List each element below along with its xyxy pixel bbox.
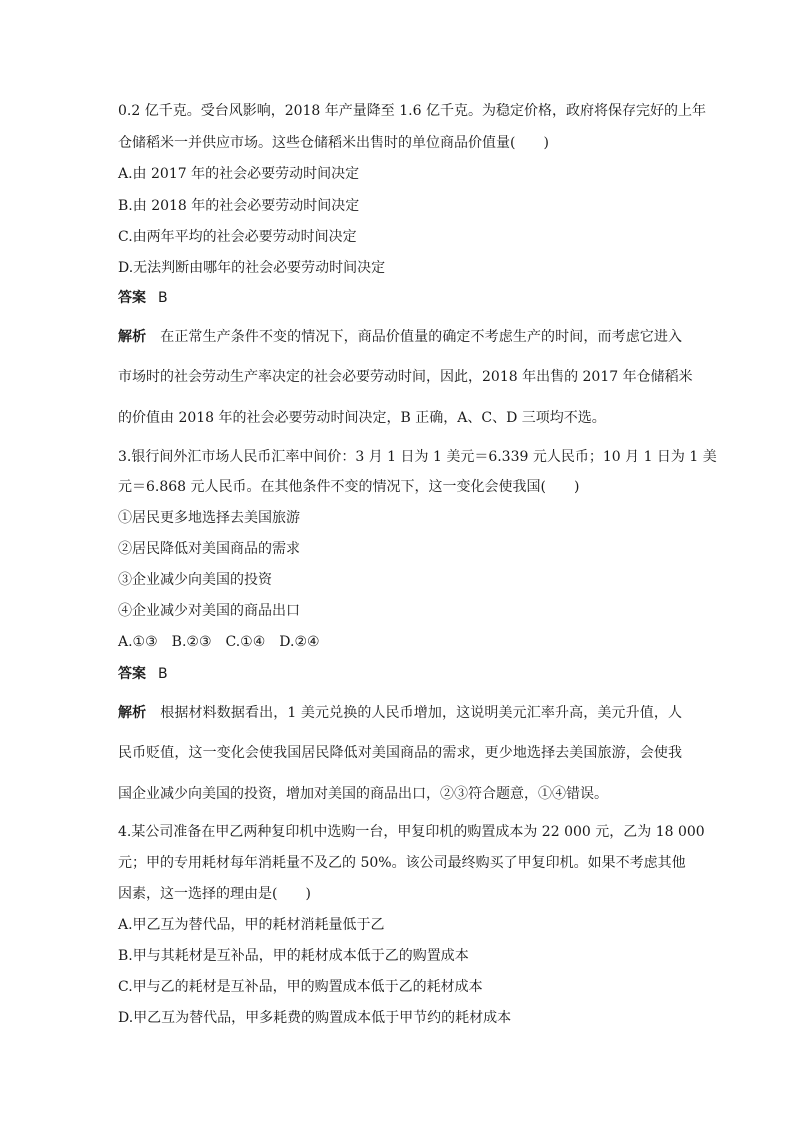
q4-stem-line-2: 元；甲的专用耗材每年消耗量不及乙的 50%。该公司最终购买了甲复印机。如果不考虑其他	[118, 855, 686, 871]
answer-value: B	[158, 290, 168, 306]
q4-option-d: D.甲乙互为替代品，甲多耗费的购置成本低于甲节约的耗材成本	[118, 1010, 512, 1026]
q3-analysis-line-3: 国企业减少向美国的投资，增加对美国的商品出口，②③符合题意，①④错误。	[118, 786, 608, 802]
q3-stem-line-2: 元＝6.868 元人民币。在其他条件不变的情况下，这一变化会使我国( )	[118, 479, 580, 495]
q4-option-b: B.甲与其耗材是互补品，甲的耗材成本低于乙的购置成本	[118, 948, 469, 964]
q3-item-2: ②居民降低对美国商品的需求	[118, 541, 300, 557]
answer-label: 答案	[118, 290, 146, 306]
q4-stem-line-1: 4.某公司准备在甲乙两种复印机中选购一台，甲复印机的购置成本为 22 000 元，乙为 18 000	[118, 824, 705, 840]
q2-option-c: C.由两年平均的社会必要劳动时间决定	[118, 229, 357, 245]
q2-analysis-line-3: 的价值由 2018 年的社会必要劳动时间决定，B 正确，A、C、D 三项均不选。	[118, 410, 606, 426]
q3-item-1: ①居民更多地选择去美国旅游	[118, 510, 300, 526]
q3-analysis-line-2: 民币贬值，这一变化会使我国居民降低对美国商品的需求，更少地选择去美国旅游，会使我	[118, 745, 682, 761]
q2-stem-line-1: 0.2 亿千克。受台风影响，2018 年产量降至 1.6 亿千克。为稳定价格，政府将保存完好的上年	[118, 103, 706, 119]
answer-value: B	[158, 666, 168, 682]
q2-analysis-line-2: 市场时的社会劳动生产率决定的社会必要劳动时间，因此，2018 年出售的 2017 年仓储稻米	[118, 369, 693, 385]
q2-answer	[118, 288, 682, 308]
q3-options: A.①③ B.②③ C.①④ D.②④	[118, 634, 320, 650]
q4-option-c: C.甲与乙的耗材是互补品，甲的购置成本低于乙的耗材成本	[118, 979, 483, 995]
analysis-label: 解析	[118, 329, 147, 345]
answer-label: 答案	[118, 666, 146, 682]
analysis-text: 根据材料数据看出，1 美元兑换的人民币增加，这说明美元汇率升高，美元升值，人	[160, 705, 683, 721]
analysis-label: 解析	[118, 705, 147, 721]
q4-stem-line-3: 因素，这一选择的理由是( )	[118, 886, 311, 902]
q2-option-a: A.由 2017 年的社会必要劳动时间决定	[118, 166, 360, 182]
q3-item-3: ③企业减少向美国的投资	[118, 572, 272, 588]
analysis-text: 在正常生产条件不变的情况下，商品价值量的确定不考虑生产的时间，而考虑它进入	[160, 329, 683, 345]
q2-stem-line-2: 仓储稻米一并供应市场。这些仓储稻米出售时的单位商品价值量( )	[118, 135, 549, 151]
q3-item-4: ④企业减少对美国的商品出口	[118, 603, 300, 619]
q3-answer	[118, 664, 682, 684]
q2-option-b: B.由 2018 年的社会必要劳动时间决定	[118, 198, 360, 214]
q3-stem-line-1: 3.银行间外汇市场人民币汇率中间价：3 月 1 日为 1 美元＝6.339 元人民币；10 月 1 日为 1 美	[118, 449, 717, 465]
q2-analysis-line-1	[118, 327, 682, 347]
q2-option-d: D.无法判断由哪年的社会必要劳动时间决定	[118, 260, 386, 276]
q3-analysis-line-1	[118, 703, 682, 723]
q4-option-a: A.甲乙互为替代品，甲的耗材消耗量低于乙	[118, 917, 385, 933]
